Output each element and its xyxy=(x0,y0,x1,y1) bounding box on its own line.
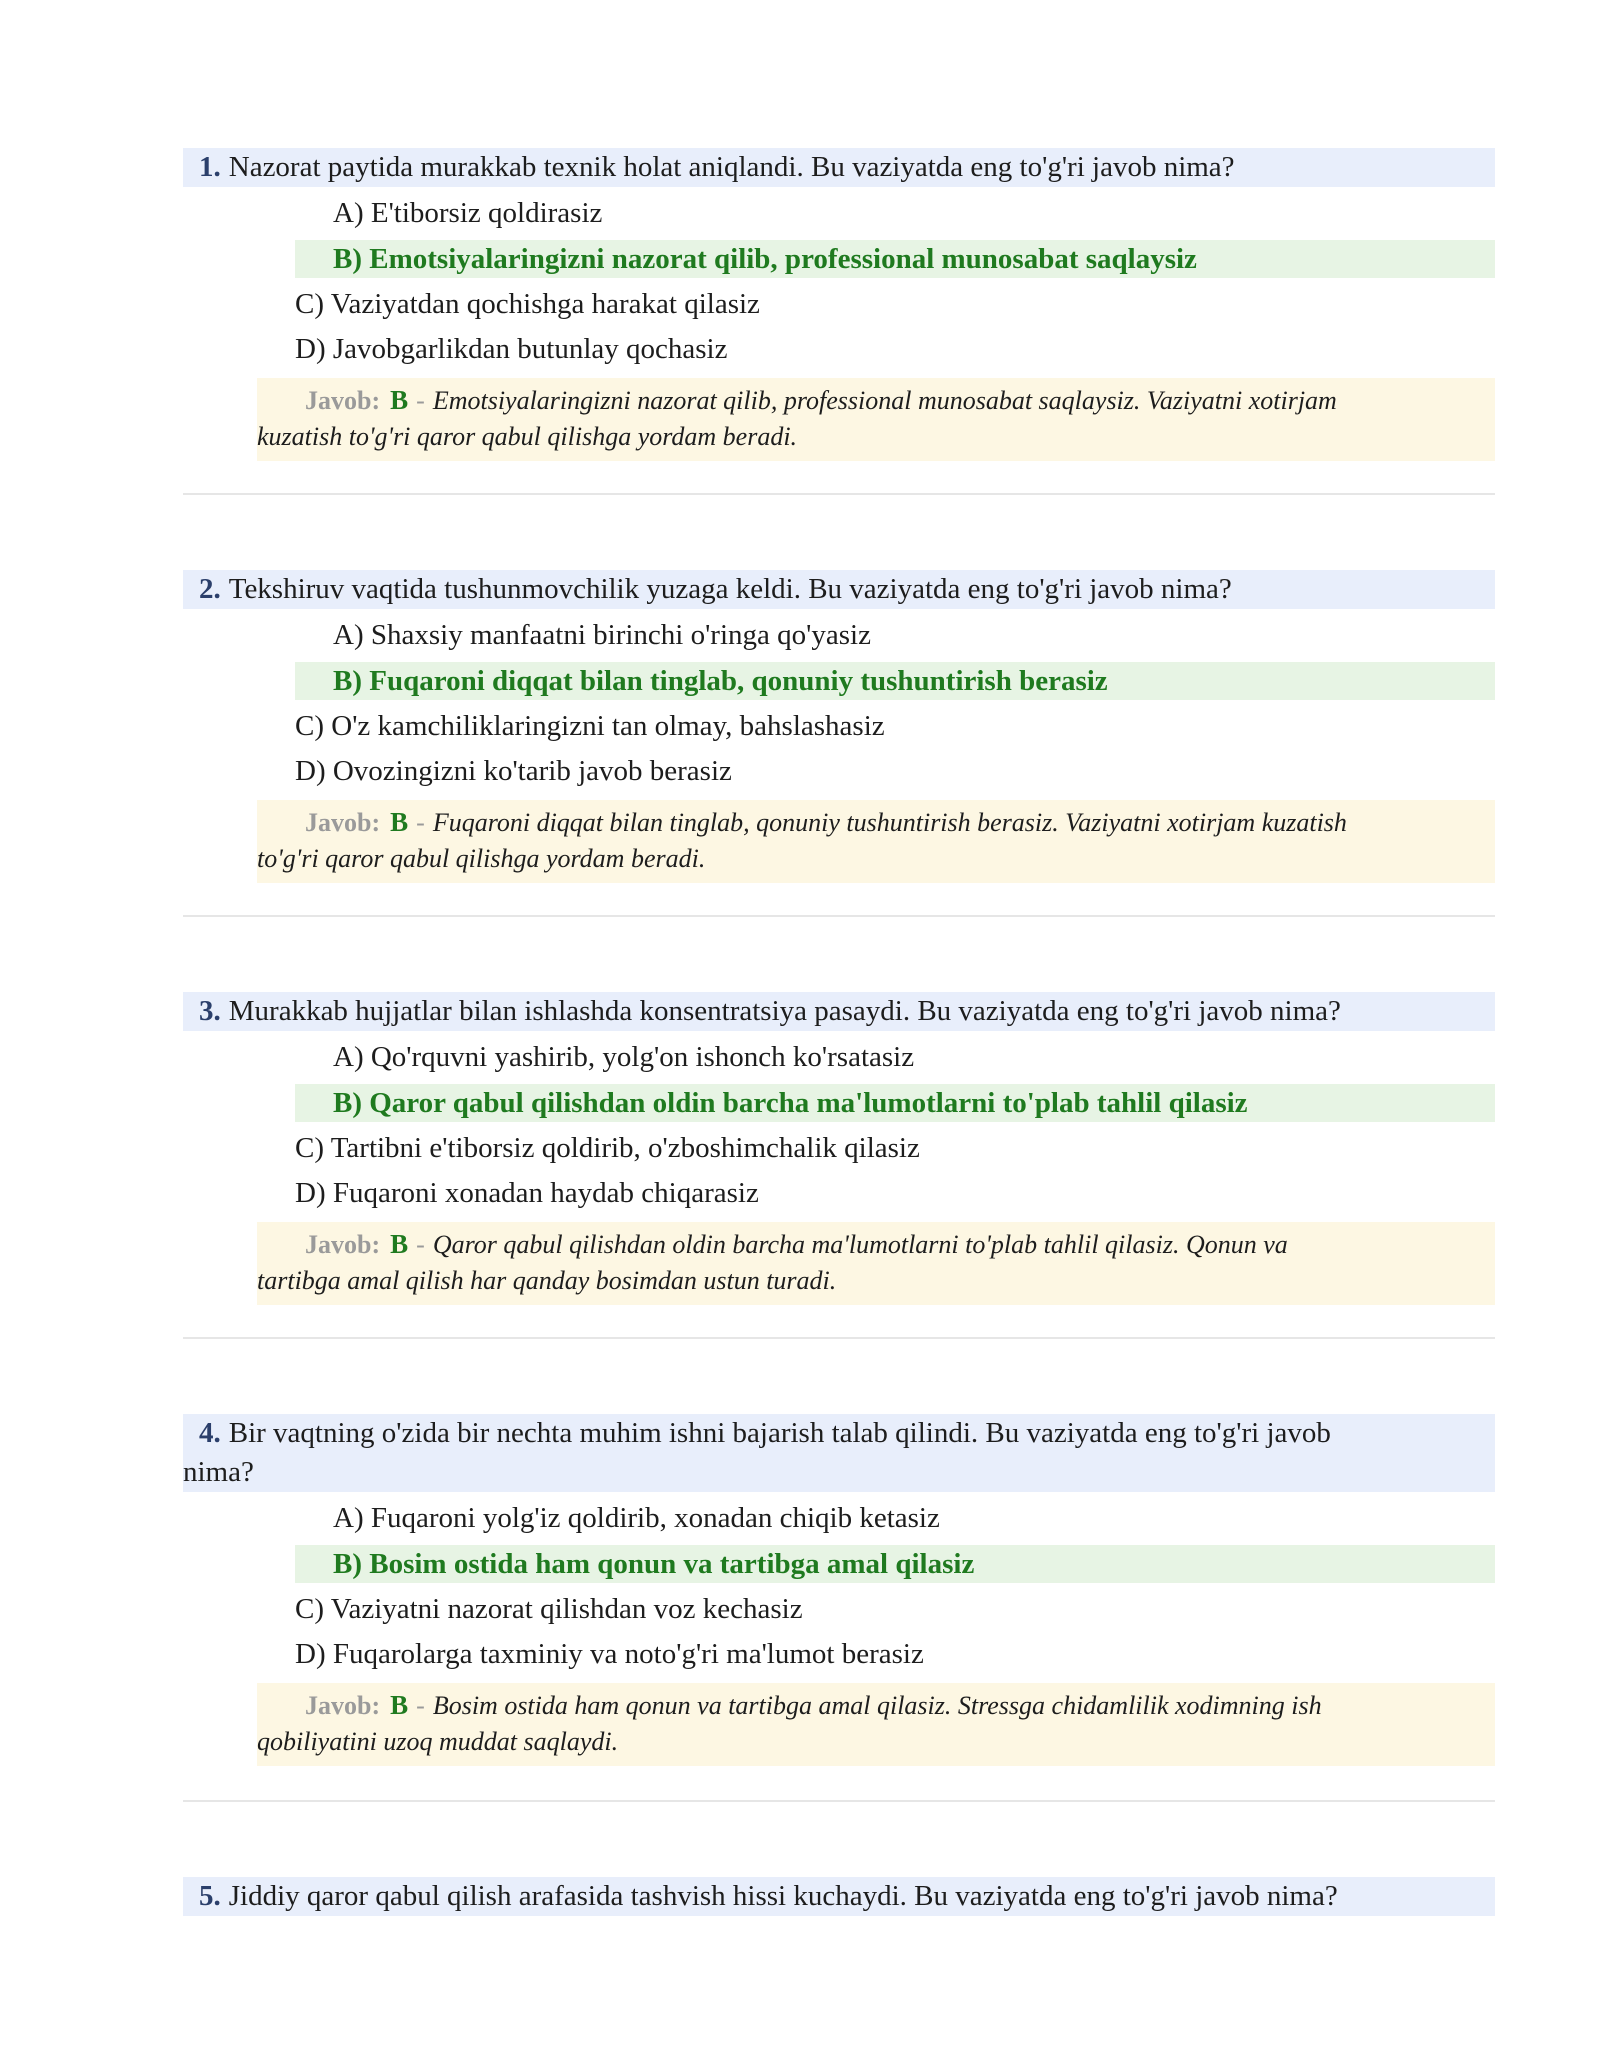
answer-letter: B xyxy=(390,1229,409,1259)
option-d: D) Fuqaroni xonadan haydab chiqarasiz xyxy=(295,1177,759,1209)
answer-explanation-line2: qobiliyatini uzoq muddat saqlaydi. xyxy=(257,1727,619,1756)
question-number: 1. xyxy=(199,151,221,183)
question-number: 4. xyxy=(199,1417,221,1449)
answer-dash: - xyxy=(416,1230,425,1259)
option-b-correct: B) Bosim ostida ham qonun va tartibga amal qilasiz xyxy=(295,1545,1495,1583)
option-c: C) Vaziyatdan qochishga harakat qilasiz xyxy=(295,288,760,320)
option-c: C) Vaziyatni nazorat qilishdan voz kechasiz xyxy=(295,1593,803,1625)
answer-explanation-line2: to'g'ri qaror qabul qilishga yordam beradi. xyxy=(257,844,706,873)
answer-label: Javob: xyxy=(305,808,381,837)
answer-box xyxy=(257,378,1495,461)
separator xyxy=(183,493,1495,495)
answer-dash: - xyxy=(416,1691,425,1720)
answer-box xyxy=(257,1683,1495,1766)
answer-letter: B xyxy=(390,385,409,415)
options-list xyxy=(183,191,1495,372)
question-body: Nazorat paytida murakkab texnik holat aniqlandi. Bu vaziyatda eng to'g'ri javob nima? xyxy=(228,151,1235,183)
question-body: Tekshiruv vaqtida tushunmovchilik yuzaga keldi. Bu vaziyatda eng to'g'ri javob nima? xyxy=(228,573,1232,605)
question-body-line1: Bir vaqtning o'zida bir nechta muhim ishni bajarish talab qilindi. Bu vaziyatda eng to'g'ri javob xyxy=(228,1417,1331,1449)
option-d: D) Ovozingizni ko'tarib javob berasiz xyxy=(295,755,732,787)
answer-explanation-line2: kuzatish to'g'ri qaror qabul qilishga yordam beradi. xyxy=(257,422,798,451)
answer-explanation-line1: Bosim ostida ham qonun va tartibga amal qilasiz. Stressga chidamlilik xodimning ish xyxy=(432,1691,1322,1720)
answer-explanation-line1: Emotsiyalaringizni nazorat qilib, professional munosabat saqlaysiz. Vaziyatni xotirjam xyxy=(432,386,1337,415)
answer-letter: B xyxy=(390,1690,409,1720)
answer-dash: - xyxy=(416,808,425,837)
answer-letter: B xyxy=(390,807,409,837)
answer-label: Javob: xyxy=(305,1691,381,1720)
option-a: A) Fuqaroni yolg'iz qoldirib, xonadan chiqib ketasiz xyxy=(333,1502,940,1534)
option-b-correct: B) Qaror qabul qilishdan oldin barcha ma'lumotlarni to'plab tahlil qilasiz xyxy=(295,1084,1495,1122)
answer-label: Javob: xyxy=(305,386,381,415)
option-a: A) E'tiborsiz qoldirasiz xyxy=(333,197,603,229)
answer-label: Javob: xyxy=(305,1230,381,1259)
option-a: A) Shaxsiy manfaatni birinchi o'ringa qo'yasiz xyxy=(333,619,871,651)
option-b-correct: B) Fuqaroni diqqat bilan tinglab, qonuniy tushuntirish berasiz xyxy=(295,662,1495,700)
separator xyxy=(183,1337,1495,1339)
option-b-correct: B) Emotsiyalaringizni nazorat qilib, professional munosabat saqlaysiz xyxy=(295,240,1495,278)
answer-box xyxy=(257,1222,1495,1305)
separator xyxy=(183,915,1495,917)
question-4 xyxy=(183,1414,1495,1766)
option-d: D) Javobgarlikdan butunlay qochasiz xyxy=(295,333,728,365)
separator xyxy=(183,1800,1495,1802)
question-number: 2. xyxy=(199,573,221,605)
answer-box xyxy=(257,800,1495,883)
question-1 xyxy=(183,148,1495,461)
option-a: A) Qo'rquvni yashirib, yolg'on ishonch ko'rsatasiz xyxy=(333,1041,915,1073)
question-body: Jiddiy qaror qabul qilish arafasida tashvish hissi kuchaydi. Bu vaziyatda eng to'g'ri javob nima? xyxy=(228,1880,1338,1912)
options-list xyxy=(183,1035,1495,1216)
question-text xyxy=(183,148,1495,187)
question-2 xyxy=(183,570,1495,883)
options-list xyxy=(183,1496,1495,1677)
answer-explanation-line2: tartibga amal qilish har qanday bosimdan ustun turadi. xyxy=(257,1266,837,1295)
question-body-line2: nima? xyxy=(183,1456,254,1488)
answer-explanation-line1: Qaror qabul qilishdan oldin barcha ma'lumotlarni to'plab tahlil qilasiz. Qonun va xyxy=(432,1230,1288,1259)
answer-dash: - xyxy=(416,386,425,415)
question-text xyxy=(183,992,1495,1031)
question-5 xyxy=(183,1877,1495,1916)
question-text xyxy=(183,570,1495,609)
question-number: 3. xyxy=(199,995,221,1027)
question-body: Murakkab hujjatlar bilan ishlashda konsentratsiya pasaydi. Bu vaziyatda eng to'g'ri javob nima? xyxy=(228,995,1341,1027)
question-number: 5. xyxy=(199,1880,221,1912)
question-text xyxy=(183,1877,1495,1916)
question-text xyxy=(183,1414,1495,1492)
option-c: C) O'z kamchiliklaringizni tan olmay, bahslashasiz xyxy=(295,710,885,742)
option-d: D) Fuqarolarga taxminiy va noto'g'ri ma'lumot berasiz xyxy=(295,1638,924,1670)
options-list xyxy=(183,613,1495,794)
answer-explanation-line1: Fuqaroni diqqat bilan tinglab, qonuniy tushuntirish berasiz. Vaziyatni xotirjam kuzatish xyxy=(432,808,1347,837)
question-3 xyxy=(183,992,1495,1305)
option-c: C) Tartibni e'tiborsiz qoldirib, o'zboshimchalik qilasiz xyxy=(295,1132,920,1164)
